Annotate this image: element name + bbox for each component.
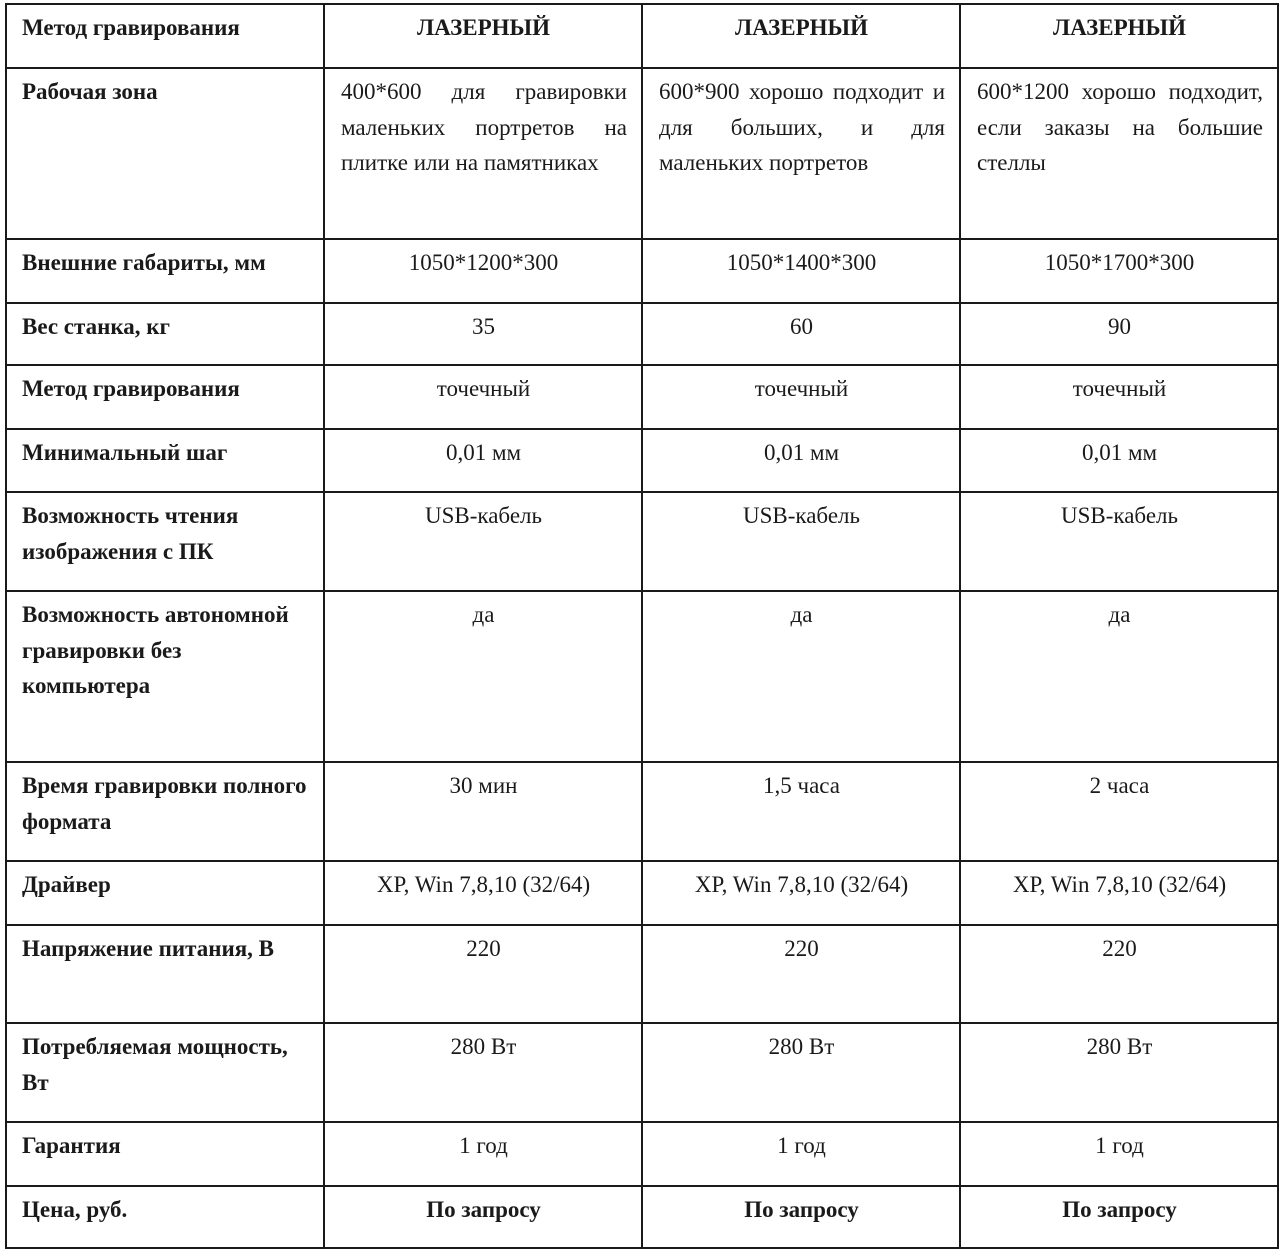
row-cell: XP, Win 7,8,10 (32/64) bbox=[960, 861, 1278, 925]
row-label: Метод гравирования bbox=[6, 365, 324, 429]
row-cell: 90 bbox=[960, 303, 1278, 365]
row-cell: XP, Win 7,8,10 (32/64) bbox=[642, 861, 960, 925]
row-cell: USB-кабель bbox=[960, 492, 1278, 591]
row-label: Потребляемая мощность, Вт bbox=[6, 1023, 324, 1122]
row-cell: 280 Вт bbox=[324, 1023, 642, 1122]
row-label: Драйвер bbox=[6, 861, 324, 925]
row-label: Возможность чтения изображения с ПК bbox=[6, 492, 324, 591]
row-cell: 0,01 мм bbox=[324, 429, 642, 492]
row-cell: 1050*1200*300 bbox=[324, 239, 642, 303]
row-cell: да bbox=[642, 591, 960, 762]
row-label: Вес станка, кг bbox=[6, 303, 324, 365]
row-cell: 1050*1400*300 bbox=[642, 239, 960, 303]
row-cell: точечный bbox=[960, 365, 1278, 429]
row-label: Время гравировки полного формата bbox=[6, 762, 324, 861]
row-cell: XP, Win 7,8,10 (32/64) bbox=[324, 861, 642, 925]
row-cell: 60 bbox=[642, 303, 960, 365]
table-row bbox=[6, 492, 1278, 591]
header-col-1: ЛАЗЕРНЫЙ bbox=[324, 4, 642, 68]
row-cell: 220 bbox=[642, 925, 960, 1023]
row-label: Цена, руб. bbox=[6, 1186, 324, 1248]
row-cell: 1 год bbox=[324, 1122, 642, 1186]
header-col-3: ЛАЗЕРНЫЙ bbox=[960, 4, 1278, 68]
table-header-row bbox=[6, 4, 1278, 68]
table-row bbox=[6, 762, 1278, 861]
row-cell: 400*600 для гравировки маленьких портретов на плитке или на памятниках bbox=[324, 68, 642, 239]
row-cell: 220 bbox=[324, 925, 642, 1023]
row-cell: да bbox=[960, 591, 1278, 762]
header-col-2: ЛАЗЕРНЫЙ bbox=[642, 4, 960, 68]
row-cell: 0,01 мм bbox=[642, 429, 960, 492]
row-cell: 2 часа bbox=[960, 762, 1278, 861]
header-label: Метод гравирования bbox=[6, 4, 324, 68]
row-cell: точечный bbox=[642, 365, 960, 429]
table-row bbox=[6, 925, 1278, 1023]
row-label: Внешние габариты, мм bbox=[6, 239, 324, 303]
row-cell: 35 bbox=[324, 303, 642, 365]
table-row bbox=[6, 591, 1278, 762]
table-row bbox=[6, 239, 1278, 303]
row-label: Напряжение питания, В bbox=[6, 925, 324, 1023]
row-cell: 1 год bbox=[642, 1122, 960, 1186]
row-cell: По запросу bbox=[324, 1186, 642, 1248]
row-cell: 220 bbox=[960, 925, 1278, 1023]
row-cell: По запросу bbox=[642, 1186, 960, 1248]
row-label: Возможность автономной гравировки без компьютера bbox=[6, 591, 324, 762]
row-cell: 1050*1700*300 bbox=[960, 239, 1278, 303]
row-cell: 0,01 мм bbox=[960, 429, 1278, 492]
table-row bbox=[6, 303, 1278, 365]
row-cell: 1,5 часа bbox=[642, 762, 960, 861]
row-cell: 280 Вт bbox=[960, 1023, 1278, 1122]
row-cell: точечный bbox=[324, 365, 642, 429]
table-row bbox=[6, 429, 1278, 492]
row-label: Рабочая зона bbox=[6, 68, 324, 239]
row-label: Гарантия bbox=[6, 1122, 324, 1186]
row-cell: да bbox=[324, 591, 642, 762]
row-cell: 30 мин bbox=[324, 762, 642, 861]
row-cell: USB-кабель bbox=[642, 492, 960, 591]
table-row bbox=[6, 861, 1278, 925]
row-cell: 280 Вт bbox=[642, 1023, 960, 1122]
spec-table bbox=[5, 3, 1279, 1249]
row-cell: По запросу bbox=[960, 1186, 1278, 1248]
table-row bbox=[6, 68, 1278, 239]
row-cell: 1 год bbox=[960, 1122, 1278, 1186]
table-row bbox=[6, 1186, 1278, 1248]
table-row bbox=[6, 365, 1278, 429]
row-label: Минимальный шаг bbox=[6, 429, 324, 492]
table-row bbox=[6, 1122, 1278, 1186]
row-cell: USB-кабель bbox=[324, 492, 642, 591]
table-row bbox=[6, 1023, 1278, 1122]
row-cell: 600*900 хорошо подходит и для больших, и для маленьких портретов bbox=[642, 68, 960, 239]
row-cell: 600*1200 хорошо подходит, если заказы на большие стеллы bbox=[960, 68, 1278, 239]
